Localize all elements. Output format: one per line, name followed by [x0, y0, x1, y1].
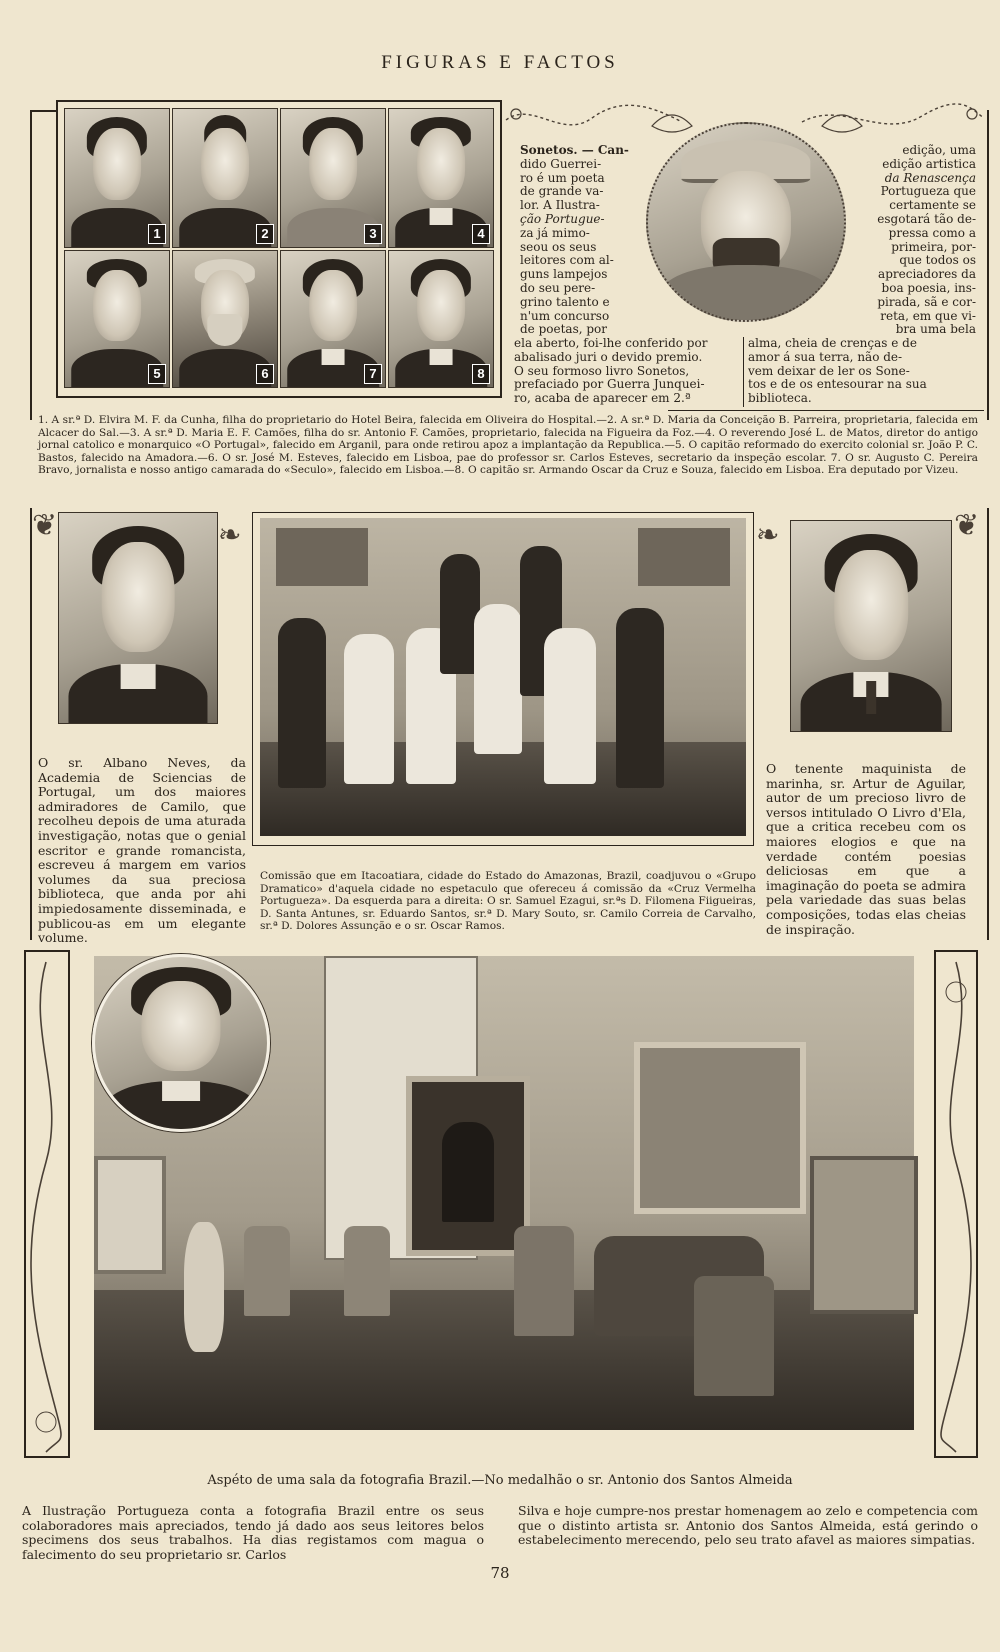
albano-neves-caption: O sr. Albano Neves, da Academia de Sciencias de Portugal, um dos maiores admiradores de Camilo, que recolheu depois de uma aturada investigação, notas que o genial escritor e grande romancista, escreveu á margem em varios volumes da sua preciosa biblioteca, que anda por ahi impiedosamente disseminada, e publicou-as em um elegante volume. [38, 755, 246, 946]
artur-de-aguilar-caption: O tenente maquinista de marinha, sr. Artur de Aguilar, autor de um precioso livro de versos intitulado O Livro d'Ela, que a critica recebeu com os maiores elogios e que na verdade contém poesias deliciosas em que a imaginação do poeta se admira pela variedade das suas belas composições, todas elas cheias de inspiração. [766, 761, 966, 937]
sonetos-line: que todos os [899, 253, 976, 268]
portrait-8 [388, 250, 494, 388]
sonetos-line: edição artistica [882, 156, 976, 171]
portrait-number: 3 [364, 224, 382, 244]
page-number: 78 [490, 1564, 510, 1582]
sonetos-line: Portugueza que [880, 184, 976, 199]
framed-king-portrait [406, 1076, 530, 1256]
group-photo [260, 518, 746, 836]
artur-de-aguilar-portrait [790, 520, 952, 732]
sonetos-line: O seu formoso livro Sonetos, [514, 363, 690, 378]
candido-guerreiro-medallion [646, 122, 846, 322]
sonetos-line: pressa como a [888, 225, 976, 240]
albano-neves-portrait [58, 512, 218, 724]
sonetos-line: dido Guerrei- [520, 156, 602, 171]
sonetos-line: do seu pere- [520, 280, 596, 295]
sonetos-line: alma, cheia de crenças e de [748, 336, 917, 350]
top-frame-top-rule [30, 110, 58, 112]
sonetos-line: grino talento e [520, 294, 610, 309]
bottom-left-paragraph: A Ilustração Portugueza conta a fotografia Brazil entre os seus colaboradores mais apreciados, tendo já dado aos seus leitores belos specimens dos seus trabalhos. Ha dias registamos com magua o falecimento do seu proprietario sr. Carlos [22, 1503, 484, 1562]
sonetos-column-left-full [514, 337, 740, 406]
portrait-2 [172, 108, 278, 248]
portrait-number: 7 [364, 364, 382, 384]
sonetos-line: amor á sua terra, não de- [748, 349, 903, 364]
bottom-right-paragraph: Silva e hoje cumpre-nos prestar homenagem ao zelo e competencia com que o distinto artista sr. Antonio dos Santos Almeida, está gerindo o estabelecimento merecendo, pelo seu trato afavel as maiores simpatias. [518, 1503, 978, 1548]
sonetos-line: abalisado juri o devido premio. [514, 349, 703, 364]
sonetos-line: vem deixar de ler os Sone- [748, 363, 910, 378]
sonetos-line: seou os seus [520, 239, 597, 254]
sonetos-line: ela aberto, foi-lhe conferido por [514, 336, 708, 350]
sonetos-line: apreciadores da [878, 267, 976, 282]
sonetos-line: za já mimo- [520, 225, 590, 240]
sonetos-line: da Renascença [884, 170, 976, 185]
sonetos-column-narrow [520, 144, 630, 337]
left-vine-border [24, 950, 70, 1458]
center-left-floral-ornament: ❧ [218, 518, 242, 551]
chair-center [344, 1226, 390, 1316]
sonetos-line: de poetas, por [520, 322, 608, 337]
sonetos-line: ro é um poeta [520, 170, 605, 185]
seascape-painting-left [94, 1156, 166, 1274]
sonetos-line: de grande va- [520, 184, 604, 199]
armchair [694, 1276, 774, 1396]
sonetos-line: n'um concurso [520, 308, 610, 323]
chair-right [514, 1226, 574, 1336]
sonetos-line: certamente se [889, 198, 976, 213]
portrait-number: 2 [256, 224, 274, 244]
sonetos-line: esgotará tão de- [877, 211, 976, 226]
portrait-number: 5 [148, 364, 166, 384]
center-right-floral-ornament: ❧ [756, 518, 780, 551]
gilded-mirror [634, 1042, 806, 1214]
sonetos-column-right-narrow [852, 144, 976, 337]
sonetos-line: primeira, por- [891, 239, 976, 254]
portrait-number: 6 [256, 364, 274, 384]
page-masthead: FIGURAS E FACTOS [381, 52, 619, 73]
comissao-caption: Comissão que em Itacoatiara, cidade do Estado do Amazonas, Brazil, coadjuvou o «Grupo Dramatico» d'aquela cidade no espetaculo que ofereceu á comissão da «Cruz Vermelha Portugueza». Da esquerda para a direita: O sr. Samuel Ezagui, sr.ªs D. Filomena Fiigueiras, D. Santa Antunes, sr. Eduardo Santos, sr.ª D. Mary Souto, sr. Camilo Correia de Carvalho, sr.ª D. Dolores Assunção e o sr. Oscar Ramos. [260, 870, 756, 933]
right-floral-ornament: ❦ [954, 508, 980, 543]
portrait-3 [280, 108, 386, 248]
portrait-7 [280, 250, 386, 388]
sonetos-column-right-full [748, 337, 976, 406]
sonetos-line: edição, uma [902, 143, 976, 157]
portrait-6 [172, 250, 278, 388]
sonetos-line: guns lampejos [520, 267, 608, 282]
portrait-number: 8 [472, 364, 490, 384]
sonetos-line: prefaciado por Guerra Junquei- [514, 377, 705, 392]
chair-left [244, 1226, 290, 1316]
sonetos-line: reta, em que vi- [880, 308, 976, 323]
sonetos-column-divider [743, 337, 744, 407]
sonetos-line: ro, acaba de aparecer em 2.ª [514, 391, 691, 406]
portrait-4 [388, 108, 494, 248]
section-rule [668, 410, 984, 411]
sonetos-line: tos e de os entesourar na sua [748, 377, 927, 392]
sonetos-line: pirada, sã e cor- [877, 294, 976, 309]
sonetos-line: biblioteca. [748, 391, 812, 406]
seascape-painting-right [810, 1156, 918, 1314]
sonetos-line: bra uma bela [895, 322, 976, 337]
portrait-number: 4 [472, 224, 490, 244]
left-floral-ornament: ❦ [32, 508, 58, 543]
sonetos-line: leitores com al- [520, 253, 614, 268]
portrait-5 [64, 250, 170, 388]
portrait-1 [64, 108, 170, 248]
sonetos-line: boa poesia, ins- [881, 280, 976, 295]
right-vine-border [934, 950, 978, 1458]
sonetos-line: lor. A Ilustra- [520, 198, 600, 213]
obituary-caption: 1. A sr.ª D. Elvira M. F. da Cunha, filha do proprietario do Hotel Beira, falecida em Oliveira do Hospital.—2. A sr.ª D. Maria da Conceição B. Parreira, proprietaria, falecida em Alcacer do Sal.—3. A sr.ª D. Maria E. F. Camões, filha do sr. Antonio F. Camões, proprietario, falecida na Figueira da Foz.—4. O reverendo José L. de Matos, diretor do antigo jornal catolico e monarquico «O Portugal», falecido em Arganil, para onde retirou apoz a implantação da Republica.—5. O capitão reformado do exercito colonial sr. João P. C. Bastos, falecido na Amadora.—6. O sr. José M. Esteves, falecido em Lisboa, pae do professor sr. Carlos Esteves, secretario da inspeção escolar. 7. O sr. Augusto C. Pereira Bravo, jornalista e nosso antigo camarada do «Seculo», falecido em Lisboa.—8. O capitão sr. Armando Oscar da Cruz e Souza, falecido em Lisboa. Era deputado por Vizeu. [38, 414, 978, 477]
sonetos-line: Sonetos. — Can- [520, 143, 629, 157]
sonetos-line: ção Portugue- [520, 211, 605, 226]
studio-photo-caption: Aspéto de uma sala da fotografia Brazil.—No medalhão o sr. Antonio dos Santos Almeida [207, 1473, 793, 1488]
vase [184, 1222, 224, 1352]
portrait-number: 1 [148, 224, 166, 244]
antonio-santos-almeida-medallion [92, 954, 270, 1132]
